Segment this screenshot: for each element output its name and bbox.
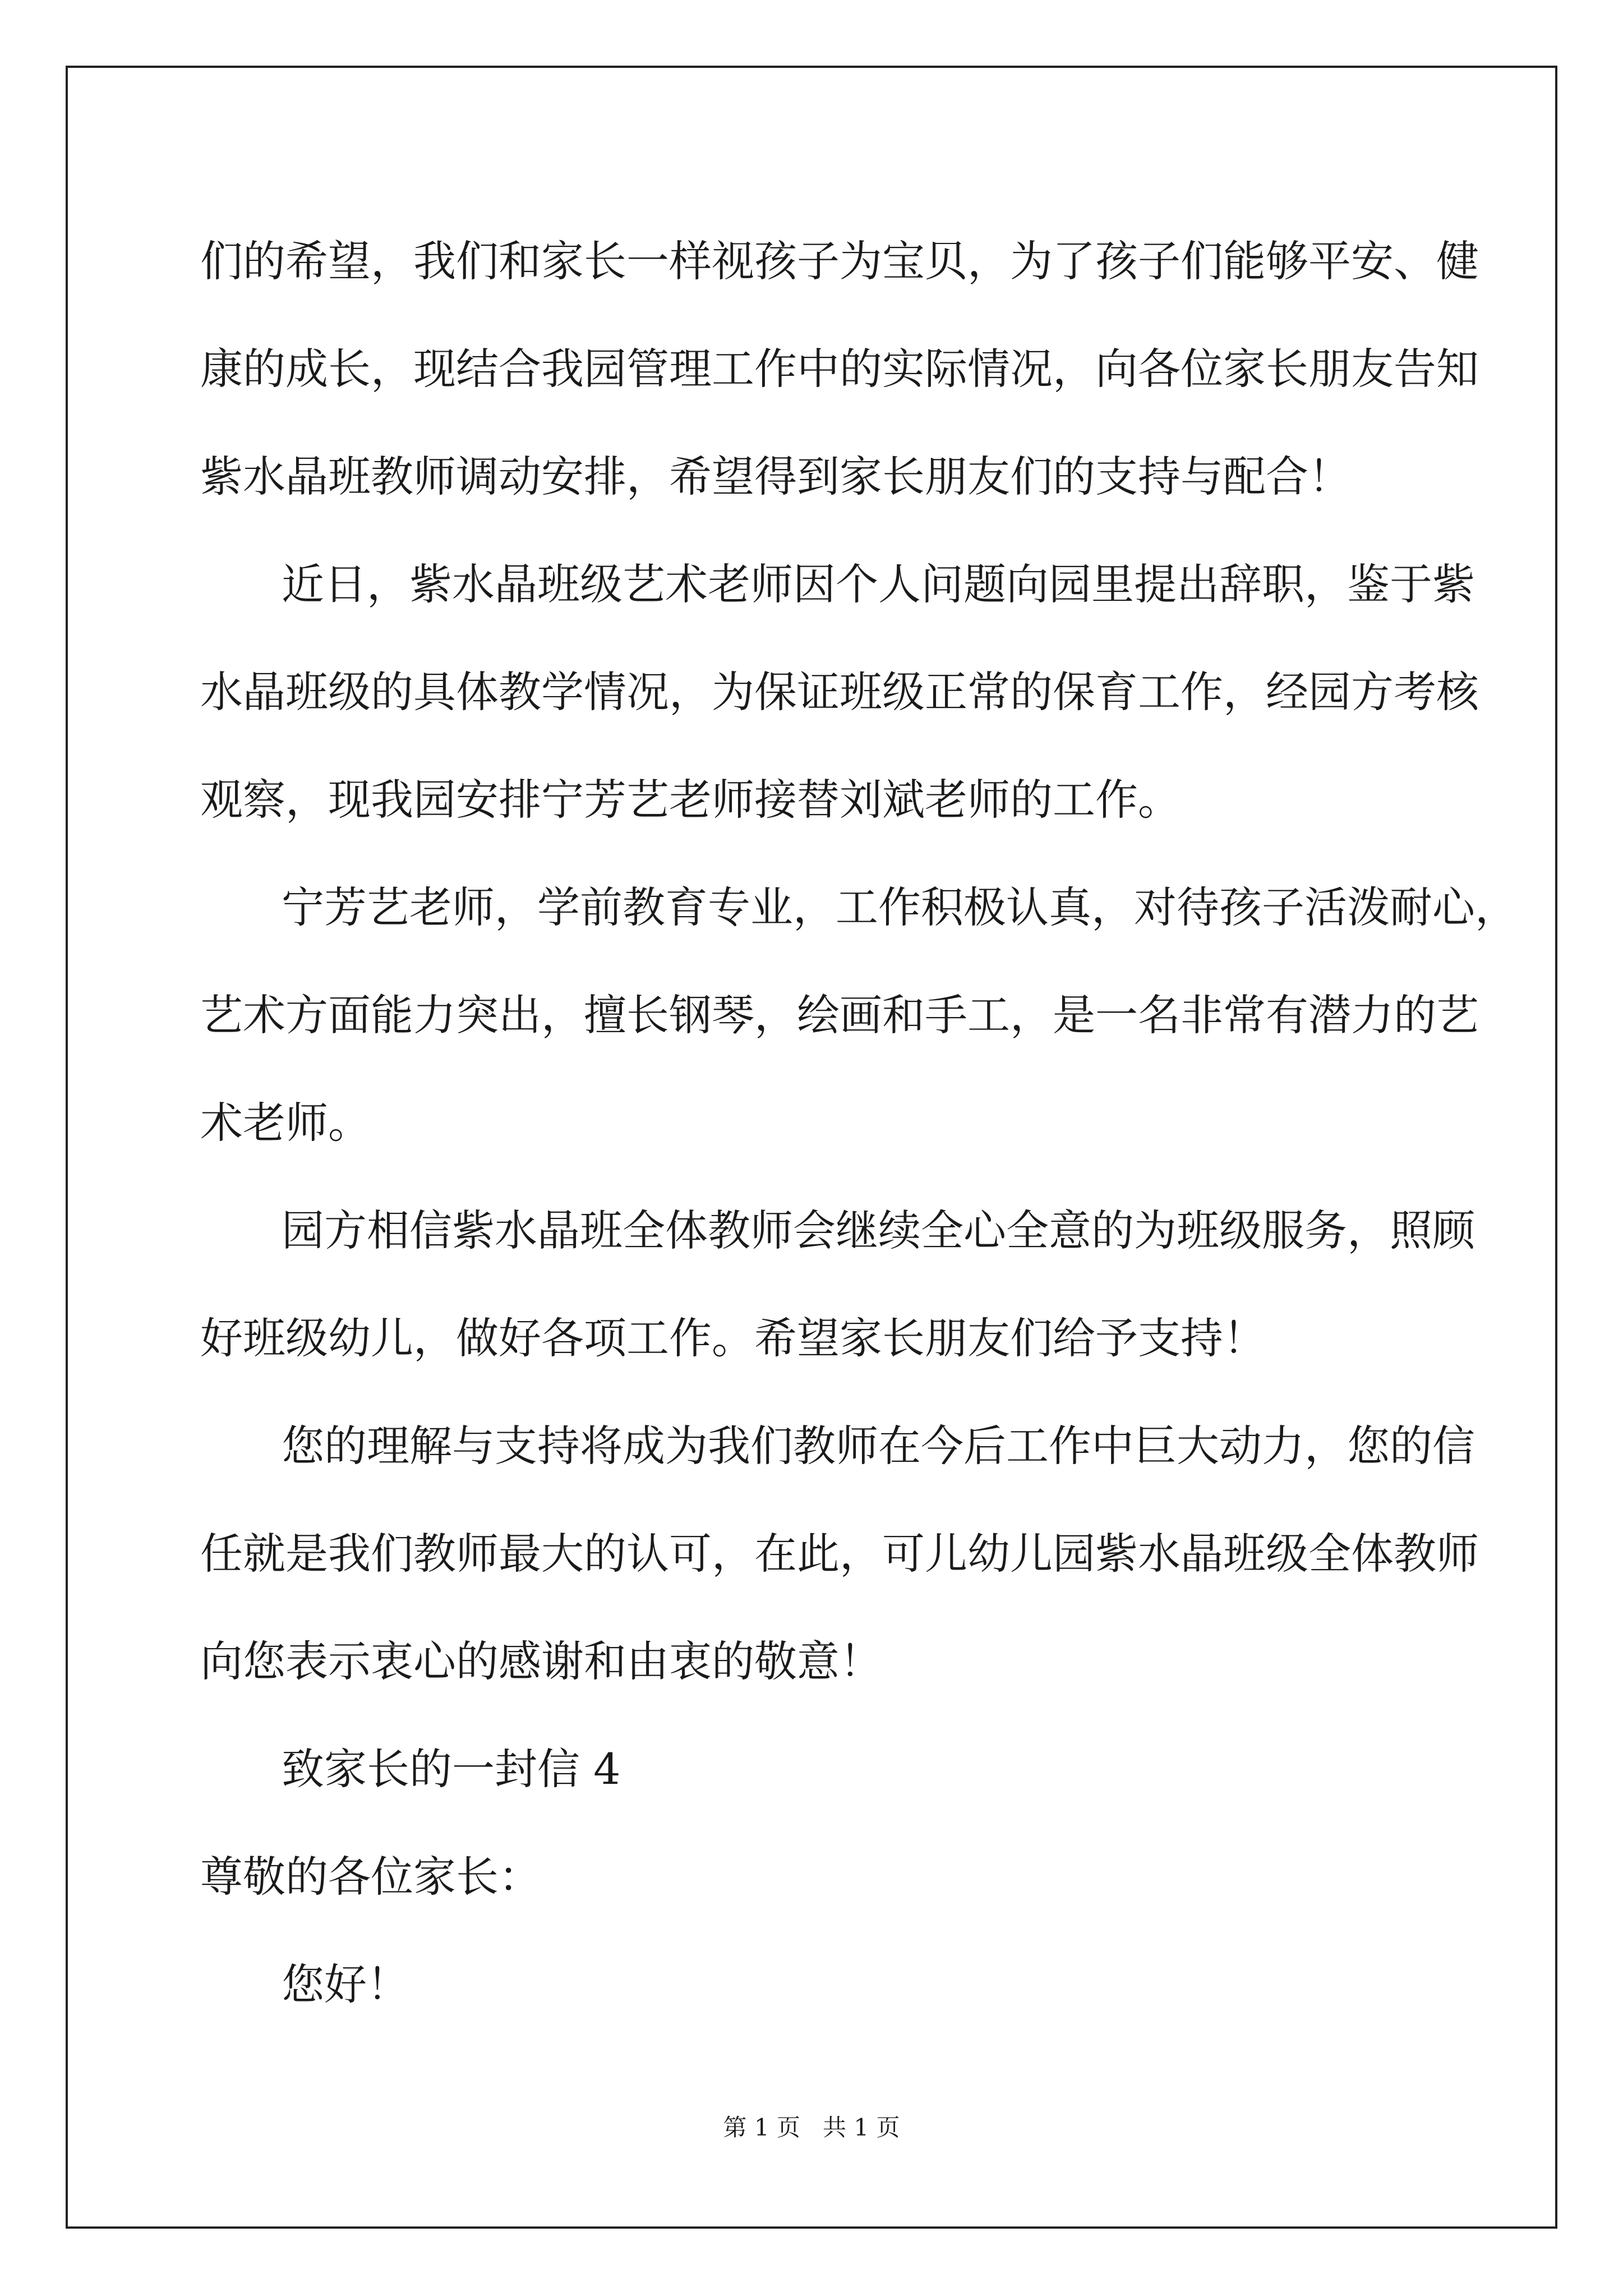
paragraph-start-line: 您的理解与支持将成为我们教师在今后工作中巨大动力，您的信 — [282, 1421, 1475, 1471]
text-line: 观察，现我园安排宁芳艺老师接替刘斌老师的工作。 — [200, 775, 1181, 825]
text-line: 紫水晶班教师调动安排，希望得到家长朋友们的支持与配合！ — [200, 452, 1351, 501]
text-line: 术老师。 — [200, 1098, 371, 1148]
page-footer — [0, 2109, 1623, 2143]
paragraph-start-line: 宁芳艺老师，学前教育专业，工作积极认真，对待孩子活泼耐心， — [282, 882, 1518, 932]
section-heading: 致家长的一封信 4 — [282, 1744, 621, 1794]
text-line: 任就是我们教师最大的认可，在此，可儿幼儿园紫水晶班级全体教师 — [200, 1529, 1479, 1579]
paragraph-start-line: 近日，紫水晶班级艺术老师因个人问题向园里提出辞职，鉴于紫 — [282, 559, 1475, 609]
greeting: 您好！ — [282, 1959, 409, 2009]
text-line: 艺术方面能力突出，擅长钢琴，绘画和手工，是一名非常有潜力的艺 — [200, 990, 1479, 1040]
text-line: 好班级幼儿，做好各项工作。希望家长朋友们给予支持！ — [200, 1313, 1266, 1363]
page-number-total: 共 1 页 — [823, 2114, 900, 2141]
salutation: 尊敬的各位家长： — [200, 1852, 541, 1902]
paragraph-start-line: 园方相信紫水晶班全体教师会继续全心全意的为班级服务，照顾 — [282, 1205, 1475, 1255]
text-line: 向您表示衷心的感谢和由衷的敬意！ — [200, 1636, 882, 1686]
text-line: 们的希望，我们和家长一样视孩子为宝贝，为了孩子们能够平安、健 — [200, 236, 1479, 286]
text-line: 康的成长，现结合我园管理工作中的实际情况，向各位家长朋友告知 — [200, 344, 1479, 394]
page-number-current: 第 1 页 — [723, 2114, 800, 2141]
text-line: 水晶班级的具体教学情况，为保证班级正常的保育工作，经园方考核 — [200, 667, 1479, 717]
letter-body — [200, 208, 1518, 2039]
